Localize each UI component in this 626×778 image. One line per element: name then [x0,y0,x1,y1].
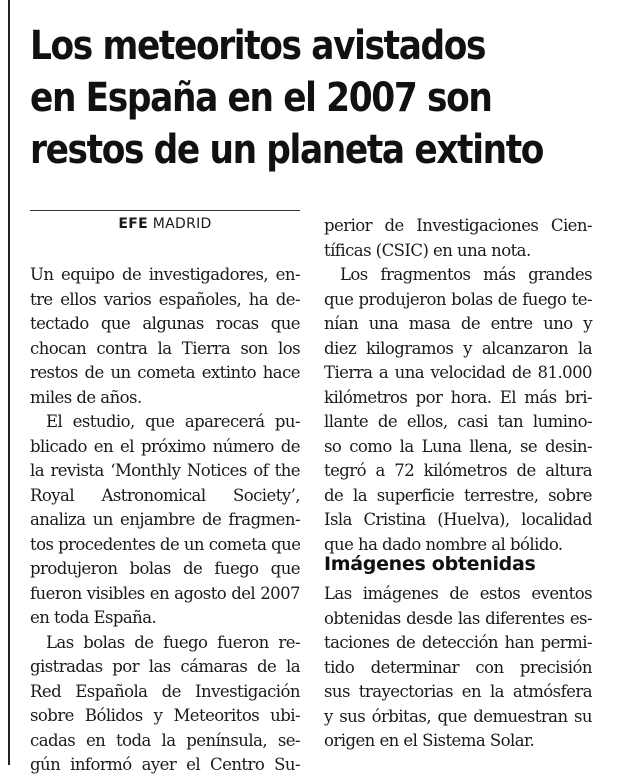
text-line: tíficas (CSIC) en una nota. [324,240,531,260]
text-line: diez kilogramos y alcanzaron la [324,338,592,358]
text-line: tectado que algunas rocas que [30,314,300,333]
text-line: tre ellos varios españoles, ha de- [30,289,300,309]
text-line: obtenidas desde las diferentes es- [324,608,592,628]
text-line: gún informó ayer el Centro Su- [30,755,300,774]
text-line: taciones de detección han permi- [324,633,592,652]
text-line: analiza un enjambre de fragmen- [30,510,300,529]
headline [30,20,544,176]
text-line: tido determinar con precisión [324,657,592,677]
text-line: Red Española de Investigación [30,681,300,701]
text-line: fueron visibles en agosto del 2007 [30,583,300,603]
text-line: Royal Astronomical Society’, [30,485,300,505]
text-line: Tierra a una velocidad de 81.000 [324,363,592,382]
text-line: que produjeron bolas de fuego te- [324,289,592,309]
text-line: cadas en toda la península, se- [30,730,300,750]
text-line: y sus órbitas, que demuestran su [324,706,592,726]
text-line: El estudio, que aparecerá pu- [46,412,300,431]
text-line: Las bolas de fuego fueron re- [46,632,300,652]
headline-line: restos de un planeta extinto [30,127,544,173]
headline-line: Los meteoritos avistados [30,23,486,69]
text-line: tos procedentes de un cometa que [30,534,301,554]
text-line: sobre Bólidos y Meteoritos ubi- [30,706,300,725]
text-line: miles de años. [30,387,142,407]
byline-city: MADRID [152,216,212,232]
text-line: que ha dado nombre al bólido. [324,534,563,554]
text-line: blicado en el próximo número de [30,436,300,456]
text-line: tegró a 72 kilómetros de altura [324,461,592,480]
text-line: produjeron bolas de fuego que [30,559,300,578]
left-column [30,263,300,778]
text-line: kilómetros por hora. El más bri- [324,387,592,407]
text-line: Las imágenes de estos eventos [324,584,592,603]
text-line: perior de Investigaciones Cien- [324,216,592,235]
text-line: sus trayectorias en la atmósfera [324,682,592,701]
text-line: Los fragmentos más grandes [340,265,592,284]
byline [30,216,300,232]
text-line: Un equipo de investigadores, en- [30,265,300,284]
text-line: en toda España. [30,608,157,627]
text-line: so como la Luna llena, se desin- [324,436,592,456]
text-line: llante de ellos, casi tan lumino- [324,412,592,431]
text-line: origen en el Sistema Solar. [324,731,535,750]
text-line: restos de un cometa extinto hace [30,363,300,382]
byline-rule [30,210,300,211]
page-edge-line [8,0,10,765]
headline-line: en España en el 2007 son [30,75,492,121]
right-column-bottom [324,582,592,754]
text-line: la revista ‘Monthly Notices of the [30,461,300,480]
text-line: nían una masa de entre uno y [324,314,592,333]
text-line: de la superficie terrestre, sobre [324,485,592,505]
text-line: Isla Cristina (Huelva), localidad [324,510,592,529]
right-column-top [324,214,592,557]
subheading: Imágenes obtenidas [324,553,536,575]
text-line: gistradas por las cámaras de la [30,657,300,676]
byline-agency: EFE [118,216,148,232]
text-line: chocan contra la Tierra son los [30,338,300,358]
